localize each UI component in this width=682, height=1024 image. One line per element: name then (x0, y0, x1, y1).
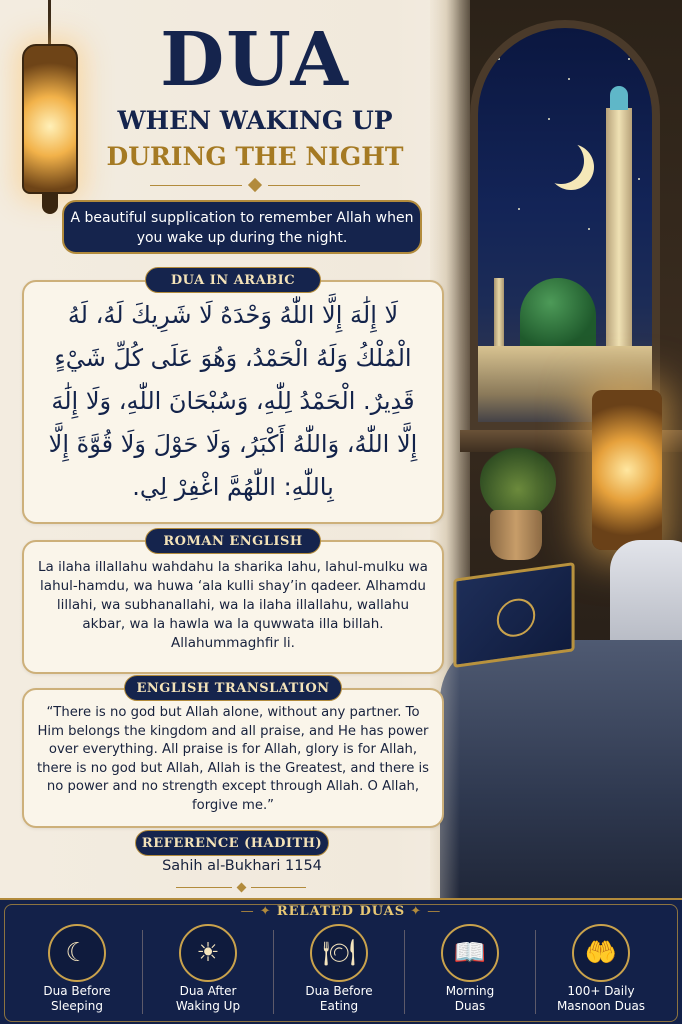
arabic-dua-text: لَا إِلَٰهَ إِلَّا اللّٰهُ وَحْدَهُ لَا شَرِيكَ لَهُ، لَهُ الْمُلْكُ وَلَهُ الْحَمْدُ، وَهُوَ عَلَى كُلِّ شَيْءٍ قَدِيرٌ. الْحَمْدُ لِلّٰهِ، وَسُبْحَانَ اللّٰهِ، وَلَا إِلَٰهَ إِلَّا اللّٰهُ، وَاللّٰهُ أَكْبَرُ، وَلَا حَوْلَ وَلَا قُوَّةَ إِلَّا بِاللّٰهِ: اللّٰهُمَّ اغْفِرْ لِي. (48, 301, 418, 501)
subtitle-line2: DURING THE NIGHT (106, 142, 404, 171)
crescent-moon-icon (538, 138, 584, 184)
related-item-label: 100+ Daily Masnoon Duas (556, 984, 646, 1013)
related-item-morning-duas[interactable] (405, 922, 535, 1020)
sunrise-icon: ☀ (179, 924, 237, 982)
related-item-before-eating[interactable] (274, 922, 404, 1020)
roman-box (22, 540, 444, 674)
related-duas-footer (0, 898, 682, 1024)
related-item-daily-masnoon[interactable] (536, 922, 666, 1020)
plant-pot (490, 510, 542, 560)
plate-cutlery-icon: 🍽 (310, 924, 368, 982)
translation-box (22, 688, 444, 828)
arabic-section-label: DUA IN ARABIC (145, 267, 321, 293)
reference-text: Sahih al-Bukhari 1154 (162, 858, 322, 874)
related-duas-title: — ✦ RELATED DUAS ✦ — (240, 904, 442, 919)
intro-banner: A beautiful supplication to remember Allah when you wake up during the night. (62, 200, 422, 254)
related-item-before-sleeping[interactable] (12, 922, 142, 1020)
roman-dua-text: La ilaha illallahu wahdahu la sharika lahu, lahul-mulku wa lahul-hamdu, wa huwa ‘ala kulli shay’in qadeer. Alhamdu lillahi, wa subhanallahi, wa la ilaha illallahu, wallahu akbar, wa la hawla wa la quwwata illa billah. Allahummaghfir li. (38, 559, 428, 651)
page-title: DUA (160, 17, 350, 103)
plant-icon (480, 445, 556, 519)
ornament-divider-small (176, 882, 306, 892)
related-item-after-waking[interactable] (143, 922, 273, 1020)
window-arch (470, 20, 660, 430)
subtitle-line1: WHEN WAKING UP (117, 106, 393, 135)
reference-section-label: REFERENCE (HADITH) (135, 830, 329, 856)
related-item-label: Morning Duas (445, 984, 495, 1013)
quran-book-icon (453, 562, 574, 668)
translation-section-label: ENGLISH TRANSLATION (124, 675, 342, 701)
hanging-lantern-icon (18, 0, 82, 214)
arabic-box (22, 280, 444, 524)
table-lantern-icon (592, 390, 662, 550)
roman-section-label: ROMAN ENGLISH (145, 528, 321, 554)
translation-text: “There is no god but Allah alone, without any partner. To Him belongs the kingdom and all praise, and He has power over everything. All praise is for Allah, glory is for Allah, there is no god but Allah, Allah is the Greatest, and there is no power and no strength except through Allah. O Allah, forgive me.” (36, 705, 430, 813)
open-book-icon: 📖 (441, 924, 499, 982)
related-item-label: Dua Before Eating (305, 984, 373, 1013)
related-item-label: Dua Before Sleeping (43, 984, 111, 1013)
bed-moon-icon: ☾ (48, 924, 106, 982)
related-item-label: Dua After Waking Up (175, 984, 241, 1013)
night-mosque-scene (430, 0, 682, 898)
green-dome (520, 278, 596, 348)
bed (440, 640, 682, 898)
praying-hands-icon: 🤲 (572, 924, 630, 982)
ornament-divider (150, 180, 360, 190)
